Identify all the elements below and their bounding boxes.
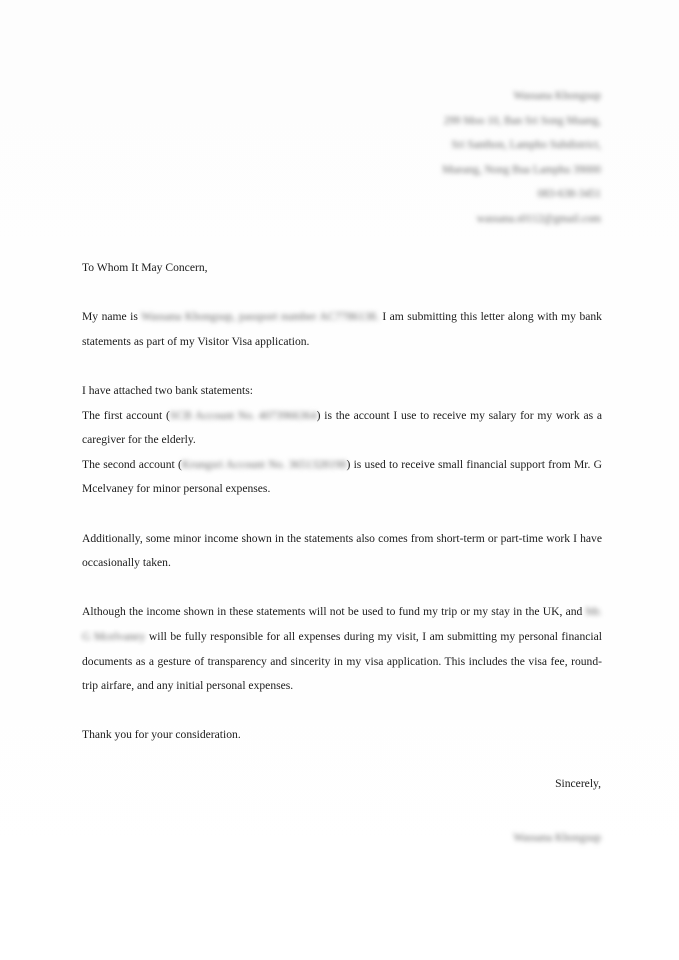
funding-text-start: Although the income shown in these statements will not be used to fund my trip or my stay in the UK, and — [82, 605, 583, 619]
first-account-text-start: The first account ( — [82, 408, 170, 422]
closing: Sincerely, — [555, 777, 601, 790]
sender-email: wassana.s0112@gmail.com — [476, 212, 601, 225]
paragraph-intro — [82, 305, 602, 354]
additional-income-paragraph: Additionally, some minor income shown in the statements also comes from short-term or part-time work I have occasionally taken. — [82, 531, 602, 570]
sender-name: Wassana Khongsup — [513, 90, 601, 102]
address-line-1: 299 Moo 10, Ban Sri Song Muang, — [443, 114, 601, 127]
second-account-text-end: ) is used to receive small financial support from Mr. G Mcelvaney for minor personal expenses. — [82, 457, 603, 496]
sender-address — [442, 84, 601, 232]
sender-phone: 083-638-3451 — [537, 188, 601, 201]
attachments-intro: I have attached two bank statements: — [82, 383, 253, 397]
second-account-text-start: The second account ( — [82, 457, 182, 471]
redacted-name-passport: Wassana Khongsup, passport number AC7786138. — [141, 310, 379, 324]
second-account-paragraph — [82, 453, 602, 502]
intro-text-start: My name is — [82, 310, 138, 324]
first-account-text-end: ) is the account I use to receive my salary for my work as a caregiver for the elderly. — [82, 408, 602, 447]
redacted-first-account: SCB Account No. 4073966364 — [169, 408, 317, 422]
address-line-2: Sri Santhon, Lampho Subdistrict, — [451, 139, 601, 152]
intro-text-end: I am submitting this letter along with my bank statements as part of my Visitor Visa application. — [82, 310, 602, 348]
funding-text-end: will be fully responsible for all expenses during my visit, I am submitting my personal financial documents as a gesture of transparency and sincerity in my visa application. This includes the visa fee, round-trip airfare, and any initial personal expenses. — [82, 629, 602, 693]
redacted-second-account: Krungsri Account No. 3651328198 — [181, 457, 347, 471]
redacted-sponsor-name: Mr. G Mcelvaney — [82, 605, 602, 643]
first-account-paragraph — [82, 404, 602, 453]
thanks-paragraph: Thank you for your consideration. — [82, 728, 241, 742]
funding-paragraph — [82, 600, 602, 698]
signature-name: Wassana Khongsup — [513, 832, 601, 844]
salutation: To Whom It May Concern, — [82, 261, 208, 274]
address-line-3: Mueang, Nong Bua Lamphu 39000 — [442, 163, 601, 176]
letter-body — [82, 256, 602, 748]
